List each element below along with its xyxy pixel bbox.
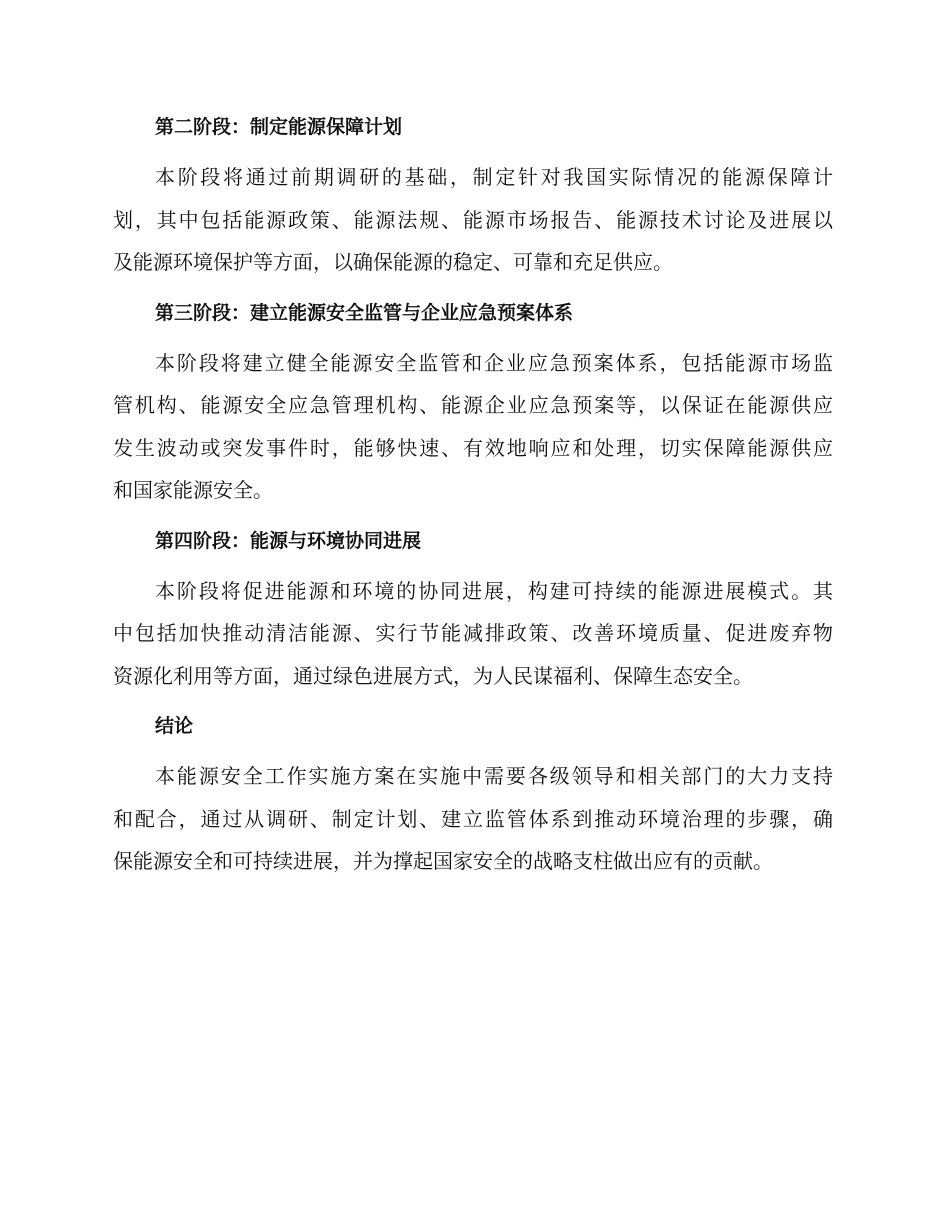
section-heading-conclusion: 结论 [155, 715, 194, 737]
paragraph-line: 管机构、能源安全应急管理机构、能源企业应急预案等，以保证在能源供应 [113, 393, 833, 417]
paragraph-line: 和配合，通过从调研、制定计划、建立监管体系到推动环境治理的步骤，确 [113, 806, 833, 831]
paragraph-line: 本阶段将促进能源和环境的协同进展，构建可持续的能源进展模式。其 [155, 578, 833, 603]
paragraph-line: 本能源安全工作实施方案在实施中需要各级领导和相关部门的大力支持 [155, 764, 833, 788]
paragraph-line: 本阶段将建立健全能源安全监管和企业应急预案体系，包括能源市场监 [155, 350, 833, 375]
section-heading-stage-3: 第三阶段：建立能源安全监管与企业应急预案体系 [155, 301, 574, 324]
section-heading-stage-2: 第二阶段：制定能源保障计划 [155, 116, 403, 138]
paragraph-line: 划，其中包括能源政策、能源法规、能源市场报告、能源技术讨论及进展以 [113, 207, 833, 232]
document-body [113, 108, 833, 893]
section-paragraph-stage-2 [113, 156, 833, 284]
section-paragraph-conclusion [113, 755, 833, 883]
paragraph-line: 本阶段将通过前期调研的基础，制定针对我国实际情况的能源保障计 [155, 165, 833, 189]
section-heading-stage-4: 第四阶段：能源与环境协同进展 [155, 529, 422, 552]
paragraph-line: 保能源安全和可持续进展，并为撑起国家安全的战略支柱做出应有的贡献。 [113, 849, 773, 873]
section-paragraph-stage-3 [113, 342, 833, 512]
paragraph-line: 资源化利用等方面，通过绿色进展方式，为人民谋福利、保障生态安全。 [113, 663, 753, 688]
paragraph-line: 和国家能源安全。 [113, 478, 273, 502]
paragraph-line: 发生波动或突发事件时，能够快速、有效地响应和处理，切实保障能源供应 [113, 435, 833, 460]
paragraph-line: 及能源环境保护等方面，以确保能源的稳定、可靠和充足供应。 [113, 250, 673, 274]
section-paragraph-stage-4 [113, 570, 833, 698]
paragraph-line: 中包括加快推动清洁能源、实行节能减排政策、改善环境质量、促进废弃物 [113, 621, 833, 645]
